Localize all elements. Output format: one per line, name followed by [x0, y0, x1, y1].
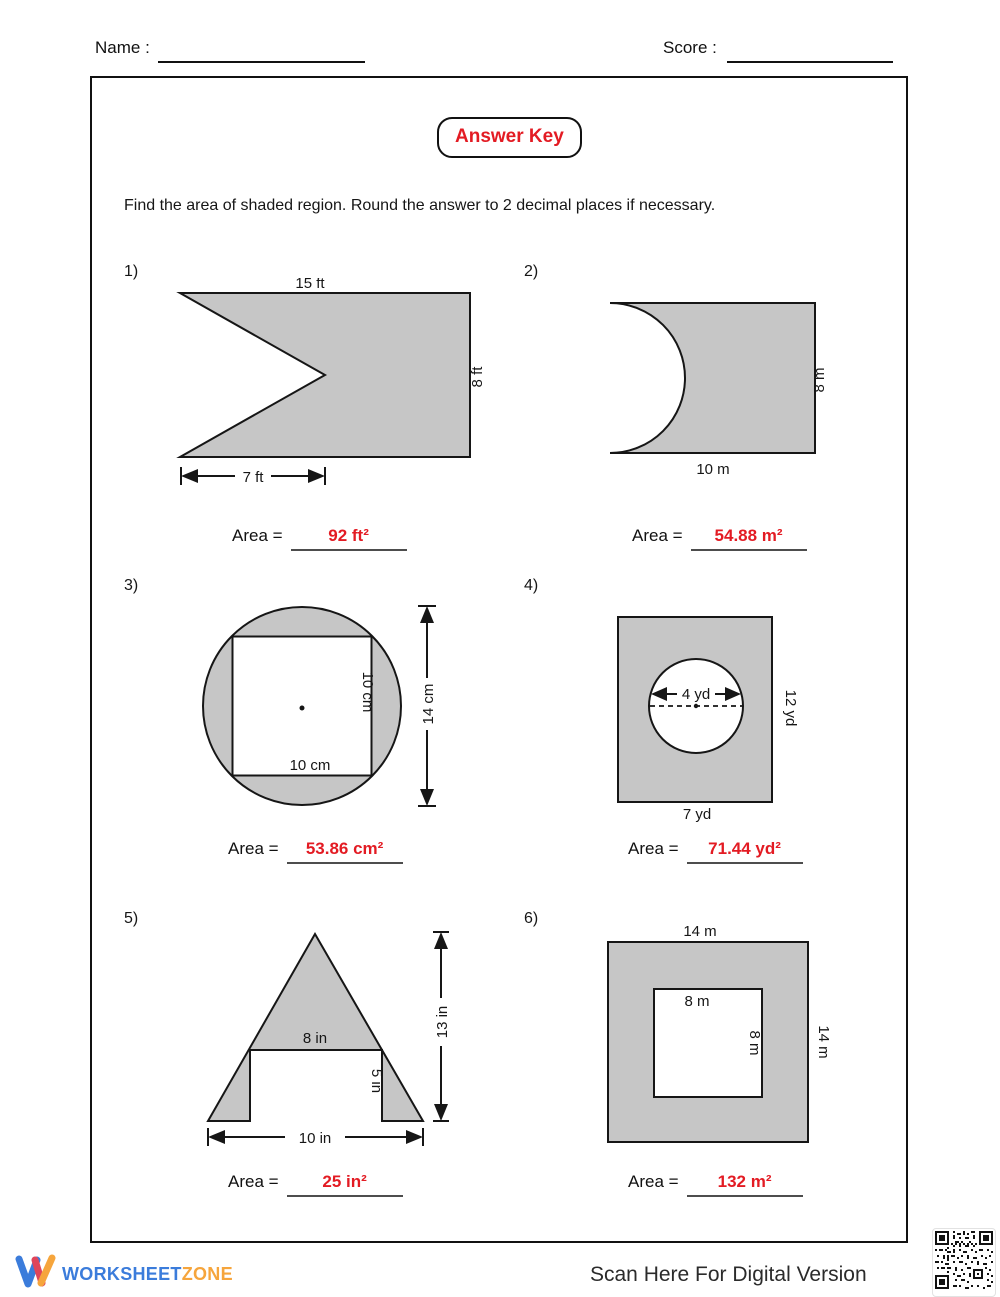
- instruction-text: Find the area of shaded region. Round the answer to 2 decimal places if necessary.: [124, 197, 716, 214]
- problem2-number: 2): [524, 263, 539, 280]
- problem2-area-label: Area =: [632, 526, 683, 545]
- problem3-area-row: [228, 839, 403, 864]
- problem4-center-dot: [694, 704, 698, 708]
- name-fill-line: [158, 61, 365, 63]
- problem5-height-dimension-arrow: [433, 932, 451, 1121]
- problem2-figure: [570, 290, 860, 482]
- problem6-outer-right-dim: 14 m: [815, 1025, 832, 1059]
- problem4-figure: [590, 600, 840, 835]
- problem5-base-dimension-arrow: [208, 1128, 423, 1147]
- problem1-figure: [165, 278, 500, 490]
- problem5-number: 5): [124, 910, 139, 927]
- problem5-area-row: [228, 1172, 403, 1197]
- problem3-center-dot: [300, 706, 305, 711]
- problem2-answer: 54.88 m²: [691, 526, 807, 551]
- problem5-notch-top-dim: 8 in: [302, 1030, 328, 1047]
- problem4-number: 4): [524, 577, 539, 594]
- problem6-area-row: [628, 1172, 803, 1197]
- problem1-area-row: [232, 526, 407, 551]
- problem2-right-dim: 8 m: [811, 367, 828, 393]
- problem1-right-dim: 8 ft: [469, 366, 486, 388]
- problem4-answer: 71.44 yd²: [687, 839, 803, 864]
- problem3-number: 3): [124, 577, 139, 594]
- problem1-area-label: Area =: [232, 526, 283, 545]
- problem3-square-bottom-dim: 10 cm: [289, 757, 331, 774]
- problem4-right-dim: 12 yd: [782, 689, 799, 727]
- name-label: Name :: [95, 38, 150, 57]
- problem5-figure: [185, 920, 470, 1155]
- problem4-area-row: [628, 839, 803, 864]
- worksheetzone-logo-icon: [14, 1250, 58, 1292]
- problem6-number: 6): [524, 910, 539, 927]
- problem1-top-dim: 15 ft: [295, 278, 325, 292]
- problem4-bottom-dim: 7 yd: [682, 806, 712, 823]
- problem5-base-label: 10 in: [298, 1130, 332, 1147]
- problem6-area-label: Area =: [628, 1172, 679, 1191]
- qr-code: [932, 1228, 996, 1297]
- problem5-height-label: 13 in: [434, 1005, 451, 1039]
- problem2-shape: [610, 303, 815, 453]
- score-label: Score :: [663, 38, 717, 57]
- problem6-outer-top-dim: 14 m: [683, 923, 717, 940]
- problem6-figure: [580, 905, 850, 1155]
- problem6-answer: 132 m²: [687, 1172, 803, 1197]
- problem6-inner-right-dim: 8 m: [746, 1030, 763, 1056]
- problem2-bottom-dim: 10 m: [696, 461, 730, 478]
- problem1-shape: [180, 293, 470, 457]
- problem1-notch-dim-label: 7 ft: [242, 469, 264, 486]
- problem4-diameter-label: 4 yd: [681, 686, 711, 703]
- problem1-answer: 92 ft²: [291, 526, 407, 551]
- problem4-area-label: Area =: [628, 839, 679, 858]
- problem3-square-side-dim: 10 cm: [359, 671, 376, 713]
- problem1-number: 1): [124, 263, 139, 280]
- problem3-diameter-label: 14 cm: [420, 683, 437, 725]
- brand-zone: ZONE: [181, 1264, 233, 1284]
- problem5-area-label: Area =: [228, 1172, 279, 1191]
- problem3-answer: 53.86 cm²: [287, 839, 403, 864]
- problem5-shape: [208, 934, 423, 1121]
- worksheetzone-logo-text: [62, 1264, 233, 1285]
- problem5-notch-side-dim: 5 in: [368, 1068, 385, 1094]
- brand-worksheet: WORKSHEET: [62, 1264, 182, 1284]
- scan-here-text: Scan Here For Digital Version: [590, 1263, 867, 1286]
- problem1-notch-dimension-arrow: [181, 467, 325, 486]
- problem5-answer: 25 in²: [287, 1172, 403, 1197]
- answer-key-badge: Answer Key: [437, 117, 582, 158]
- problem3-diameter-dimension-arrow: [418, 606, 437, 806]
- problem3-area-label: Area =: [228, 839, 279, 858]
- score-fill-line: [727, 61, 893, 63]
- problem6-inner-top-dim: 8 m: [684, 993, 710, 1010]
- problem2-area-row: [632, 526, 807, 551]
- problem3-figure: [190, 590, 450, 825]
